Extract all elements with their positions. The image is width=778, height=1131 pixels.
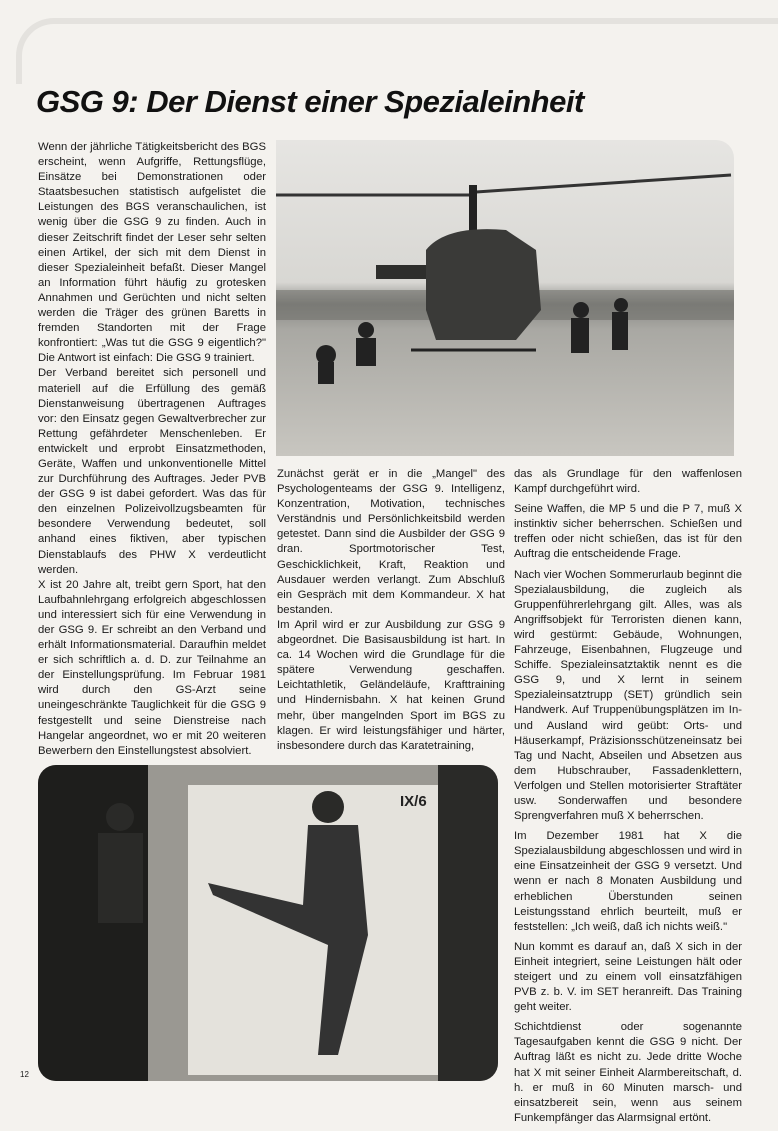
paragraph: Zunächst gerät er in die „Mangel" des Psychologenteams der GSG 9. Intelligenz, Konzentration, Motivation, technisches Verständnis und Persönlichkeitsbild werden getestet. Dann sind die Ausbilder der GSG 9 dran. Sportmotorischer Test, Geschicklichkeit, Kraft, Reaktion und Ausdauer werden verlangt. Zum Abschluß ein Gespräch mit dem Kommandeur. X hat bestanden.: [277, 468, 505, 616]
column-1: [38, 140, 266, 759]
paragraph: das als Grundlage für den waffenlosen Kampf durchgeführt wird.: [514, 468, 742, 496]
paragraph: X ist 20 Jahre alt, treibt gern Sport, hat den Laufbahnlehrgang erfolgreich abgeschlossen und interessiert sich für eine Verwendung in der GSG 9. Er schreibt an den Verband und erhält Informationsmaterial. Daraufhin meldet er sich schriftlich a. d. D. zur Teilnahme an der Einstellungsprüfung. Im Februar 1981 wird durch den GS-Arzt seine uneingeschränkte Tauglichkeit für die GSG 9 festgestellt und seine Dienstreise nach Hangelar angeordnet, wo er mit 20 weiteren Bewerbern den Einstellungstest absolviert.: [38, 578, 266, 757]
paragraph: Nun kommt es darauf an, daß X sich in der Einheit integriert, seine Leistungen hält oder steigert und zu einem voll einsatzfähigen PVB z. b. V. im SET heranreift. Das Training geht weiter.: [514, 940, 742, 1014]
paragraph: Schichtdienst oder sogenannte Tagesaufgaben kennt die GSG 9 nicht. Der Auftrag läßt es nicht zu. Jede dritte Woche hat X mit seiner Einheit Alarmbereitschaft, d. h. er muß in 60 Minuten marsch- und einsatzbereit sein, wenn aus seinem Funkempfänger das Alarmsignal ertönt.: [514, 1021, 742, 1124]
paragraph: Der Verband bereitet sich personell und materiell auf die Erfüllung des gemäß Dienstanweisung übertragenen Auftrages vor: den Einsatz gegen Gewaltverbrecher zur Rettung gefährdeter Menschenleben. Er entwickelt und erprobt Einsatzmethoden, Geräte, Waffen und unkonventionelle Mittel zur Durchführung des Auftrages. Jeder PVB der GSG 9 ist dabei gefordert. Was das für den einzelnen Polizeivollzugsbeamten für besondere Verwendung bedeutet, soll anhand eines fiktiven, aber typischen Dienstablaufs des PHW X verdeutlicht werden.: [38, 367, 266, 576]
paragraph: Im Dezember 1981 hat X die Spezialausbildung abgeschlossen und wird in eine Einsatzeinheit der GSG 9 versetzt. Und wenn er nach 8 Monaten Ausbildung und erheblichen Überstunden seinen Leistungsstand ehrlich beurteilt, muß er feststellen: „Ich weiß, daß ich nichts weiß.": [514, 830, 742, 933]
column-3: [514, 467, 742, 1131]
paragraph: Im April wird er zur Ausbildung zur GSG 9 abgeordnet. Die Basisausbildung ist hart. In ca. 14 Wochen wird die Grundlage für die spätere Verwendung geschaffen. Leichtathletik, Geländeläufe, Krafttraining und Hindernisbahn. X hat keinen Grund mehr, über mangelnden Sport im BGS zu klagen. Er wird leistungsfähiger und härter, insbesondere durch das Karatetraining,: [277, 618, 505, 752]
paragraph: Seine Waffen, die MP 5 und die P 7, muß X instinktiv sicher beherrschen. Schießen und treffen oder nicht schießen, das ist für den Auftrag die entscheidende Frage.: [514, 503, 742, 561]
paragraph: Nach vier Wochen Sommerurlaub beginnt die Spezialausbildung, die zugleich als Gruppenführerlehrgang gilt. Alles, was als Angriffsobjekt für Terroristen dienen kann, wird gestürmt: Gebäude, Wohnungen, Fahrzeuge, Eisenbahnen, Flugzeuge und Schiffe. Spezialeinsatztaktik nennt es die GSG 9, und X lernt in seinem Spezialeinsatztrupp (SET) gründlich sein Handwerk. Auf Truppenübungsplätzen im In- und Ausland wird geübt: Orts- und Häuserkampf, Präzisionsschützeneinsatz bei Tag und Nacht, Abseilen und Absetzen aus dem Hubschrauber, Fassadenklettern, Verfolgen und Stellen motorisierter Straftäter usw. Sonderwaffen und besondere Sprengverfahren muß X beherrschen.: [514, 568, 742, 823]
door-sign: IX/6: [400, 793, 427, 810]
column-2: [277, 467, 505, 754]
paragraph: Wenn der jährliche Tätigkeitsbericht des BGS erscheint, wenn Aufgriffe, Rettungsflüge, Einsätze bei Demonstrationen oder Staatsbesuchen statistisch aufgelistet die Leistungen des BGS veranschaulichen, ist wenig über die GSG 9 zu finden. Auch in dieser Zeitschrift findet der Leser sehr selten einen Artikel, der sich mit dem Dienst in dieser Spezialeinheit befaßt. Dieser Mangel an Information führt häufig zu grotesken Annahmen und Gerüchten und nicht selten werden die Träger des grünen Baretts in fremden Standorten mit der Frage konfrontiert: „Was tut die GSG 9 eigentlich?" Die Antwort ist einfach: Die GSG 9 trainiert.: [38, 141, 266, 365]
page-number: 12: [20, 1070, 29, 1079]
door-breach-photo: [38, 765, 498, 1081]
article-title: GSG 9: Der Dienst einer Spezialeinheit: [36, 84, 584, 119]
helicopter-photo: [276, 140, 734, 456]
page-frame: [16, 18, 778, 84]
